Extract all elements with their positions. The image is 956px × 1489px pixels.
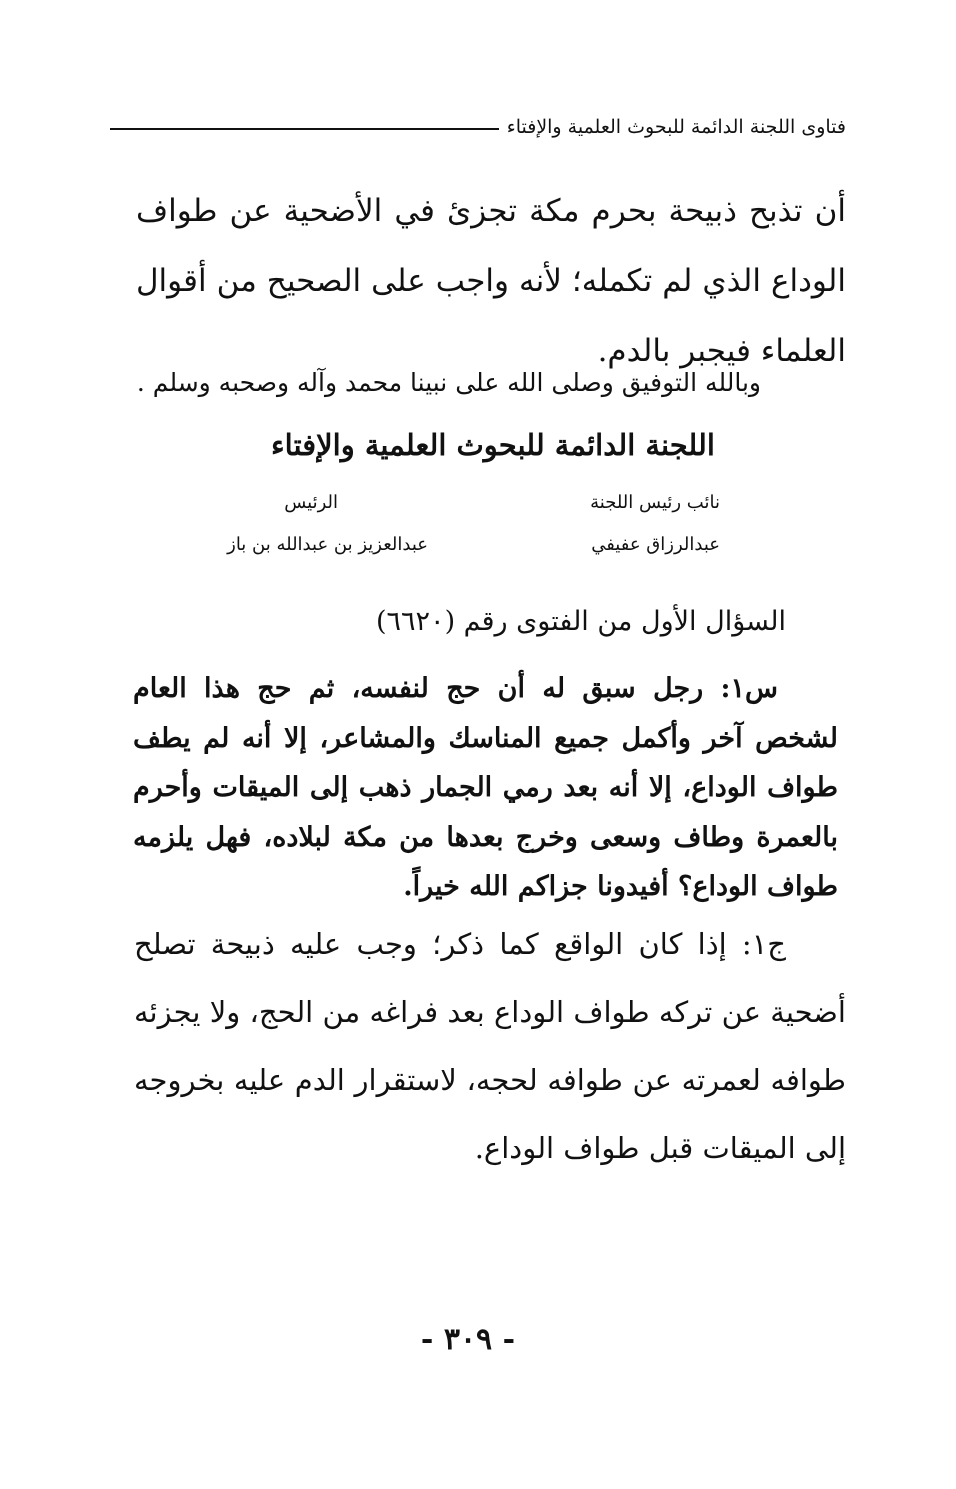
closing-formula: وبالله التوفيق وصلى الله على نبينا محمد وآله وصحبه وسلم . xyxy=(136,368,761,397)
header-title: فتاوى اللجنة الدائمة للبحوث العلمية والإفتاء xyxy=(506,116,846,138)
vice-president-title: نائب رئيس اللجنة xyxy=(590,492,720,513)
header-rule xyxy=(110,128,499,130)
committee-name: اللجنة الدائمة للبحوث العلمية والإفتاء xyxy=(271,428,715,462)
answer-text: ج١: إذا كان الواقع كما ذكر؛ وجب عليه ذبيحة تصلح أضحية عن تركه طواف الوداع بعد فراغه من الحج، ولا يجزئه طوافه لعمرته عن طوافه لحجه، لاستقرار الدم عليه بخروجه إلى الميقات قبل طواف الوداع. xyxy=(134,927,846,1165)
fatwa-heading: السؤال الأول من الفتوى رقم (٦٦٢٠) xyxy=(376,606,786,637)
page-number: - ٣٠٩ - xyxy=(420,1322,516,1357)
president-name: عبدالعزيز بن عبدالله بن باز xyxy=(227,534,428,555)
question-text: س١: رجل سبق له أن حج لنفسه، ثم حج هذا العام لشخص آخر وأكمل جميع المناسك والمشاعر، إلا أنه لم يطف طواف الوداع، إلا أنه بعد رمي الجمار ذهب إلى الميقات وأحرم بالعمرة وطاف وسعى وخرج بعدها من مكة لبلاده، فهل يلزمه طواف الوداع؟ أفيدونا جزاكم الله خيراً. xyxy=(133,673,838,902)
fatwa-conclusion-paragraph: أن تذبح ذبيحة بحرم مكة تجزئ في الأضحية عن طواف الوداع الذي لم تكمله؛ لأنه واجب على الصحيح من أقوال العلماء فيجبر بالدم. xyxy=(136,193,846,369)
running-header xyxy=(110,112,846,142)
vice-president-name: عبدالرزاق عفيفي xyxy=(591,534,720,555)
president-title: الرئيس xyxy=(284,492,338,513)
